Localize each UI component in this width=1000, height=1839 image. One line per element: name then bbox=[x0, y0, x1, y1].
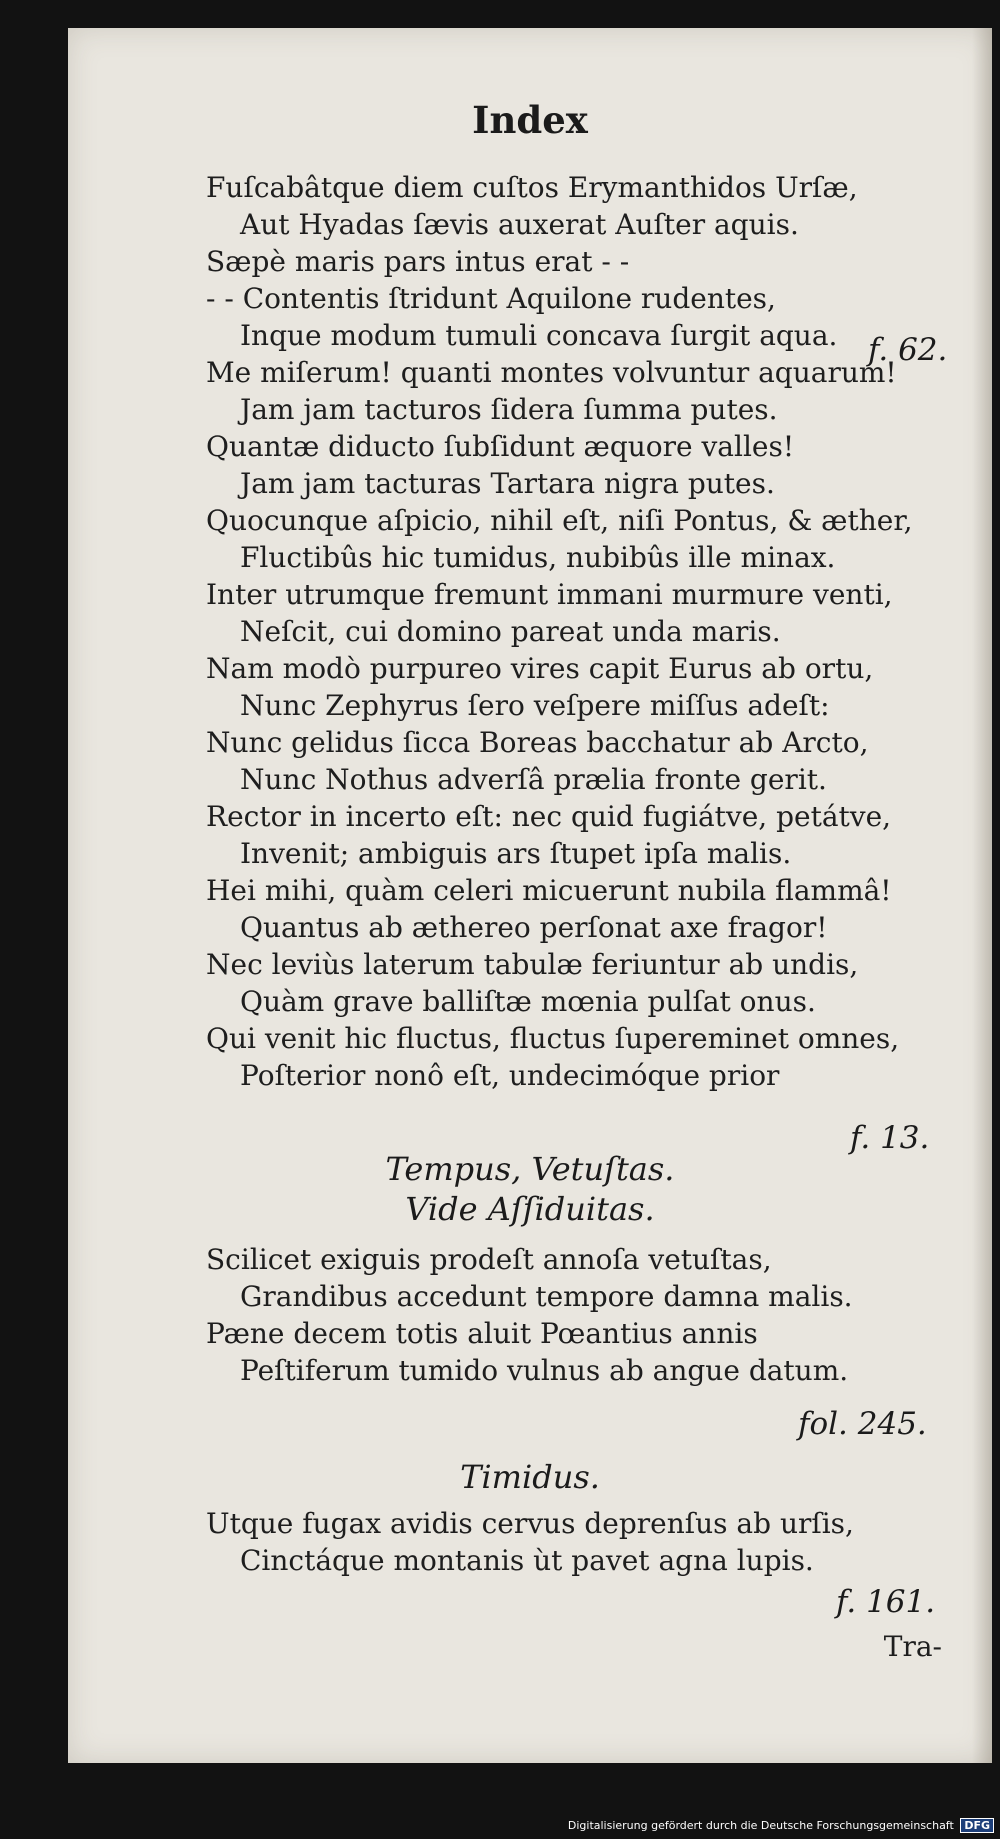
dfg-logo: DFG bbox=[960, 1818, 994, 1833]
verse-line: Quàm grave balliſtæ mœnia pulſat onus. bbox=[240, 985, 816, 1018]
verse-line: Inter utrumque fremunt immani murmure venti, bbox=[206, 578, 893, 611]
verse-line: Nam modò purpureo vires capit Eurus ab ortu, bbox=[206, 652, 874, 685]
verse-line: Utque fugax avidis cervus deprenſus ab urſis, bbox=[206, 1507, 854, 1540]
digitization-credit bbox=[568, 1818, 994, 1833]
verse-line: Hei mihi, quàm celeri micuerunt nubila flammâ! bbox=[206, 874, 892, 907]
section-title: Timidus. bbox=[460, 1458, 600, 1496]
verse-line: Jam jam tacturos ſidera ſumma putes. bbox=[240, 393, 778, 426]
verse-line: Rector in incerto eſt: nec quid fugiátve, petátve, bbox=[206, 800, 892, 833]
verse-line: Invenit; ambiguis ars ſtupet ipſa malis. bbox=[240, 837, 792, 870]
verse-line: Quantæ diducto ſubſidunt æquore valles! bbox=[206, 430, 795, 463]
folio-reference: f. 13. bbox=[850, 1120, 930, 1156]
verse-line: Nunc Zephyrus ſero veſpere miſſus adeſt: bbox=[240, 689, 830, 722]
verse-line: Grandibus accedunt tempore damna malis. bbox=[240, 1280, 853, 1313]
page-heading: Index bbox=[472, 98, 588, 142]
folio-reference: fol. 245. bbox=[798, 1406, 927, 1442]
catchword: Tra- bbox=[883, 1630, 942, 1663]
verse-line: Peſtiferum tumido vulnus ab angue datum. bbox=[240, 1354, 849, 1387]
section-subtitle: Vide Aſſiduitas. bbox=[405, 1190, 655, 1228]
folio-reference: f. 161. bbox=[836, 1584, 936, 1620]
verse-line: Quantus ab æthereo perſonat axe fragor! bbox=[240, 911, 828, 944]
page-edge-shadow bbox=[972, 28, 992, 1763]
verse-line: - - Contentis ſtridunt Aquilone rudentes, bbox=[206, 282, 776, 315]
verse-line: Neſcit, cui domino pareat unda maris. bbox=[240, 615, 781, 648]
verse-line: Inque modum tumuli concava ſurgit aqua. bbox=[240, 319, 838, 352]
credit-text: Digitalisierung gefördert durch die Deutsche Forschungsgemeinschaft bbox=[567, 1819, 954, 1832]
verse-line: Aut Hyadas ſævis auxerat Auſter aquis. bbox=[240, 208, 799, 241]
verse-line: Poſterior nonô eſt, undecimóque prior bbox=[240, 1059, 780, 1092]
folio-reference: f. 62. bbox=[868, 332, 948, 368]
verse-line: Nunc Nothus adverſâ prælia fronte gerit. bbox=[240, 763, 827, 796]
verse-line: Me miſerum! quanti montes volvuntur aquarum! bbox=[206, 356, 897, 389]
verse-line: Scilicet exiguis prodeſt annoſa vetuſtas, bbox=[206, 1243, 772, 1276]
verse-line: Fluctibûs hic tumidus, nubibûs ille minax. bbox=[240, 541, 836, 574]
verse-line: Sæpè maris pars intus erat - - bbox=[206, 245, 630, 278]
verse-line: Jam jam tacturas Tartara nigra putes. bbox=[240, 467, 775, 500]
verse-line: Qui venit hic fluctus, fluctus ſupereminet omnes, bbox=[206, 1022, 900, 1055]
verse-line: Quocunque aſpicio, nihil eſt, niſi Pontus, & æther, bbox=[206, 504, 913, 537]
verse-line: Pæne decem totis aluit Pœantius annis bbox=[206, 1317, 758, 1350]
verse-line: Fuſcabâtque diem cuſtos Erymanthidos Urſæ, bbox=[206, 171, 858, 204]
section-title: Tempus, Vetuſtas. bbox=[385, 1150, 675, 1188]
verse-line: Cinctáque montanis ùt pavet agna lupis. bbox=[240, 1544, 814, 1577]
book-page bbox=[68, 28, 992, 1763]
verse-line: Nunc gelidus ſicca Boreas bacchatur ab Arcto, bbox=[206, 726, 869, 759]
verse-line: Nec leviùs laterum tabulæ feriuntur ab undis, bbox=[206, 948, 859, 981]
